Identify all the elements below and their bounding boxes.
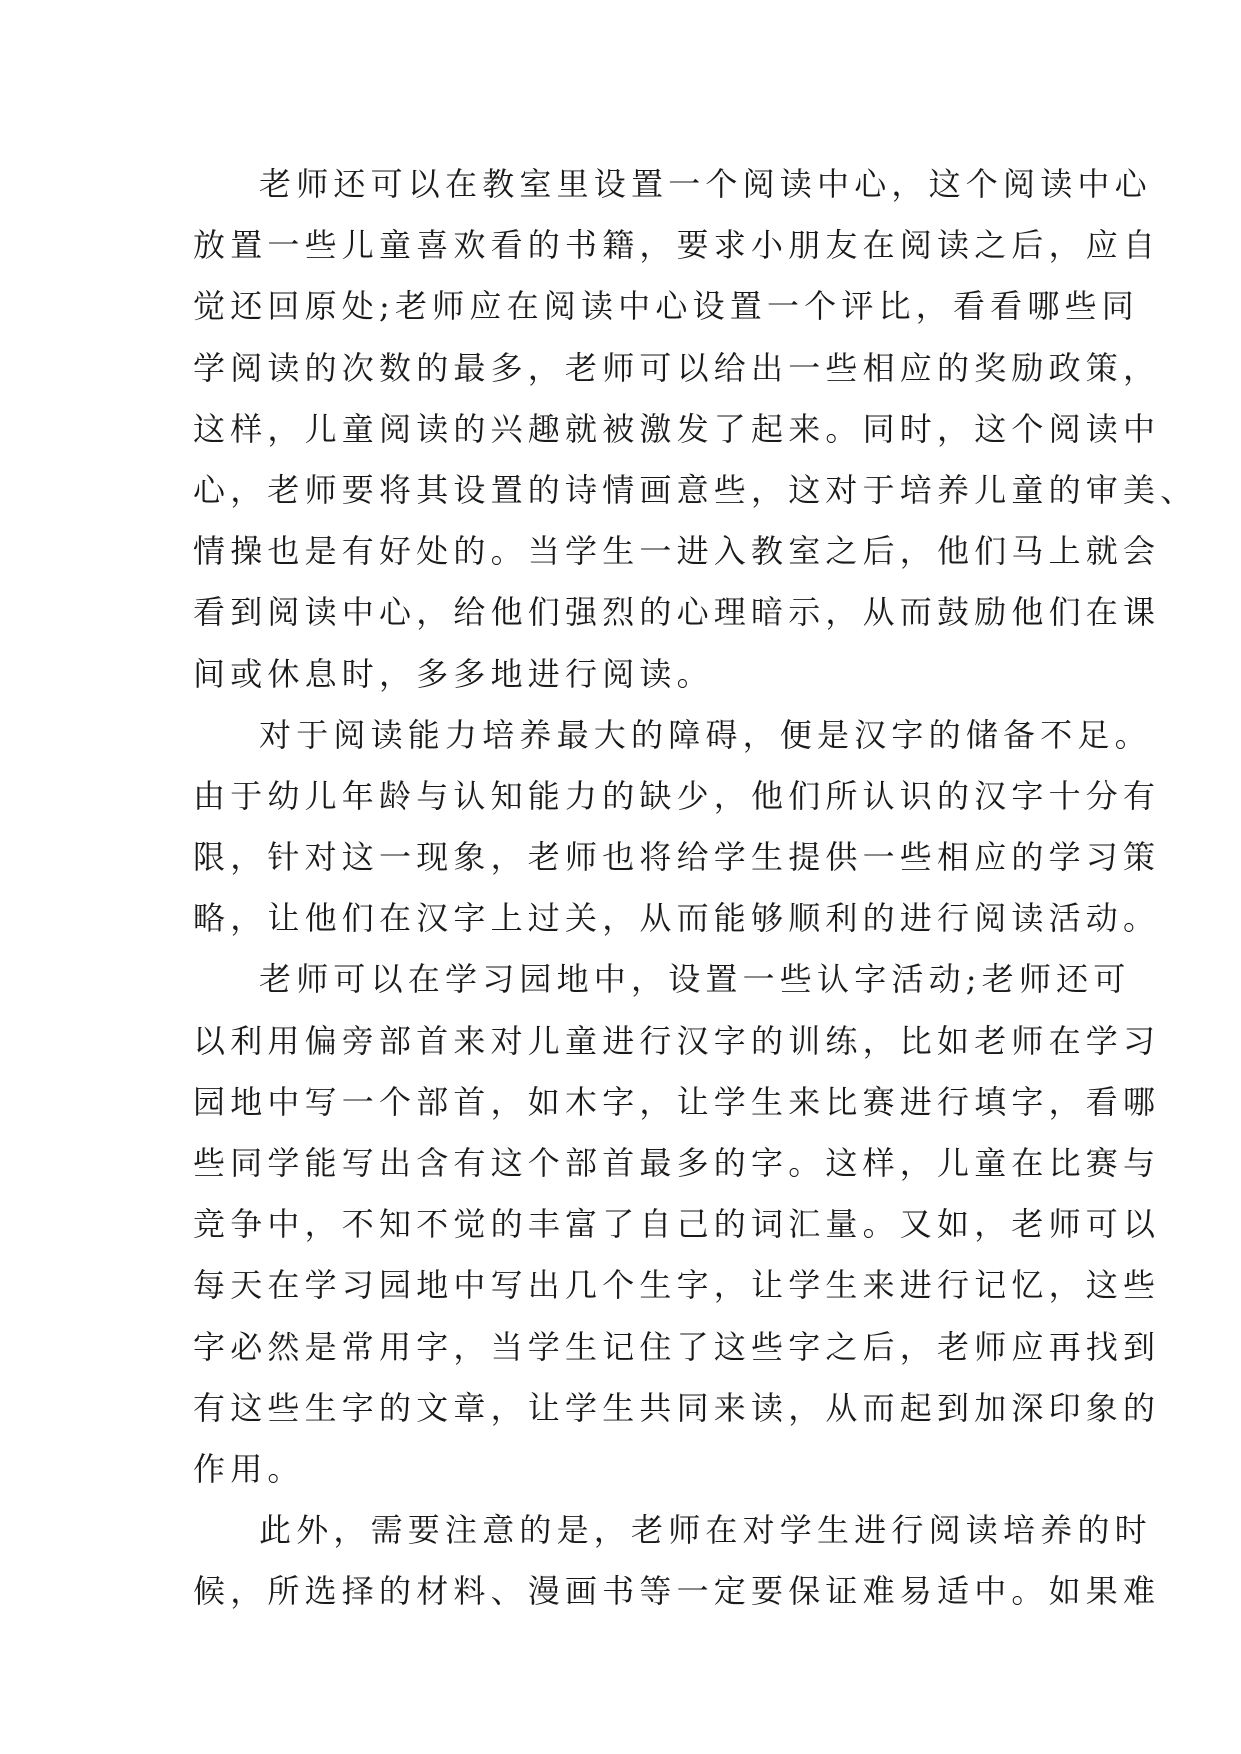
text-line: 此外，需要注意的是，老师在对学生进行阅读培养的时 — [259, 1511, 1152, 1550]
text-line: 字必然是常用字，当学生记住了这些字之后，老师应再找到 — [193, 1327, 1161, 1366]
paragraph-character-reserve — [193, 705, 1161, 950]
text-line: 候，所选择的材料、漫画书等一定要保证难易适中。如果难 — [193, 1572, 1161, 1611]
text-line: 些同学能写出含有这个部首最多的字。这样，儿童在比赛与 — [193, 1144, 1161, 1182]
text-line: 由于幼儿年龄与认知能力的缺少，他们所认识的汉字十分有 — [193, 776, 1161, 815]
text-line: 对于阅读能力培养最大的障碍，便是汉字的储备不足。 — [259, 715, 1152, 754]
text-line: 这样，儿童阅读的兴趣就被激发了起来。同时，这个阅读中 — [193, 409, 1161, 448]
text-line: 园地中写一个部首，如木字，让学生来比赛进行填字，看哪 — [193, 1082, 1161, 1121]
text-line: 限，针对这一现象，老师也将给学生提供一些相应的学习策 — [193, 838, 1161, 877]
text-line: 老师可以在学习园地中，设置一些认字活动;老师还可 — [259, 960, 1131, 999]
text-line: 老师还可以在教室里设置一个阅读中心，这个阅读中心 — [259, 165, 1152, 203]
text-line: 竞争中，不知不觉的丰富了自己的词汇量。又如，老师可以 — [193, 1205, 1161, 1244]
text-line: 看到阅读中心，给他们强烈的心理暗示，从而鼓励他们在课 — [193, 593, 1161, 632]
text-line: 情操也是有好处的。当学生一进入教室之后，他们马上就会 — [193, 532, 1161, 571]
paragraph-reading-center — [193, 154, 1198, 705]
text-line: 学阅读的次数的最多，老师可以给出一些相应的奖励政策， — [193, 348, 1161, 387]
text-line: 略，让他们在汉字上过关，从而能够顺利的进行阅读活动。 — [193, 899, 1161, 938]
paragraph-difficulty — [193, 1500, 1161, 1622]
text-line: 觉还回原处;老师应在阅读中心设置一个评比，看看哪些同 — [193, 287, 1139, 326]
text-line: 心，老师要将其设置的诗情画意些，这对于培养儿童的审美、 — [193, 470, 1198, 509]
text-line: 作用。 — [193, 1449, 305, 1488]
paragraph-learning-garden — [193, 949, 1161, 1500]
body-text — [193, 154, 1198, 1623]
text-line: 间或休息时，多多地进行阅读。 — [193, 654, 714, 693]
text-line: 放置一些儿童喜欢看的书籍，要求小朋友在阅读之后，应自 — [193, 226, 1161, 265]
text-line: 有这些生字的文章，让学生共同来读，从而起到加深印象的 — [193, 1388, 1161, 1427]
text-line: 每天在学习园地中写出几个生字，让学生来进行记忆，这些 — [193, 1266, 1161, 1305]
text-line: 以利用偏旁部首来对儿童进行汉字的训练，比如老师在学习 — [193, 1021, 1161, 1060]
